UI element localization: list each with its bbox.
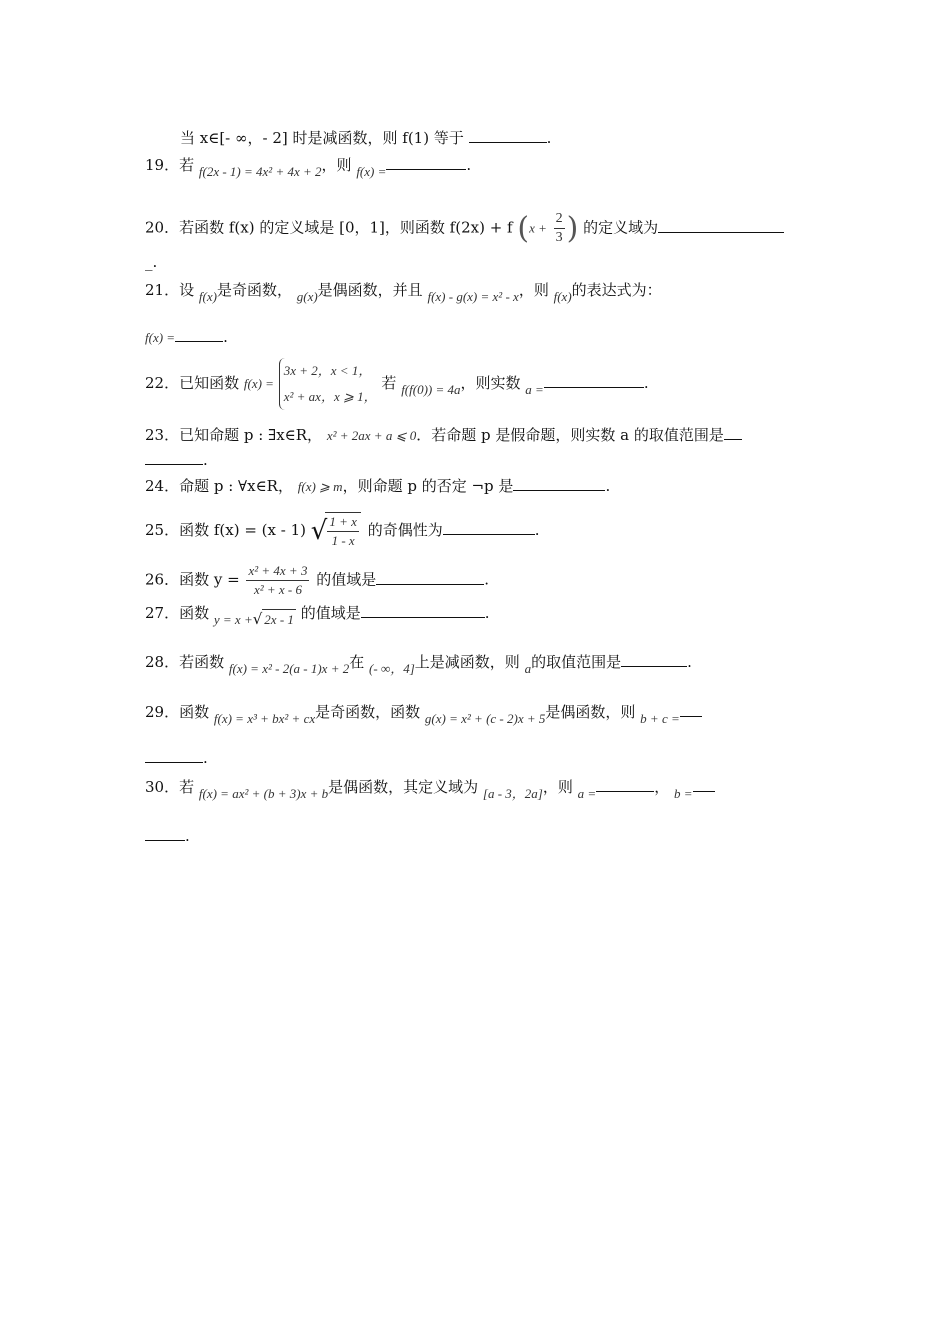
problem-24: 24．命题 p : ∀x∈R， f(x) ⩾ m，则命题 p 的否定 ¬p 是 .	[145, 477, 611, 495]
problem-30: 30．若 f(x) = ax² + (b + 3)x + b是偶函数，其定义域为 [a - 3，2a]，则 a = ， b =	[145, 777, 715, 798]
problem-18-continuation: 当 x∈[- ∞，- 2] 时是减函数，则 f(1) 等于 .	[180, 129, 552, 147]
formula: f(x) = x² - 2(a - 1)x + 2	[228, 661, 350, 676]
problem-number: 23．	[145, 426, 180, 444]
formula: f(x) - g(x) = x² - x	[427, 289, 519, 304]
problem-number: 21．	[145, 281, 180, 299]
formula: [a - 3，2a]	[482, 786, 543, 801]
answer-blank	[513, 476, 605, 491]
sqrt-sign: √	[310, 516, 328, 546]
answer-blank	[680, 702, 702, 717]
formula: a	[524, 661, 532, 676]
problem-21: 21．设 f(x)是奇函数， g(x)是偶函数，并且 f(x) - g(x) = x² - x，则 f(x)的表达式为：	[145, 281, 662, 304]
sqrt-sign: √	[252, 610, 263, 628]
formula: f(x) =	[243, 376, 274, 391]
problem-number: 24．	[145, 477, 180, 495]
line-text: 当 x∈[- ∞，- 2] 时是减函数，则 f(1) 等于	[180, 129, 464, 147]
problem-23-tail: .	[145, 450, 208, 470]
formula: f(x) =	[356, 164, 387, 179]
problem-26: 26．函数 y = $\frac{\text{x² + 4x + 3}}{\text{x² + x - 6}}$ 的值域是 .	[145, 563, 490, 597]
formula: f(x)	[553, 289, 572, 304]
problem-22: 22．已知函数 f(x) = 3x + 2，x < 1， x² + ax，x ⩾ 1， 若 f(f(0)) = 4a，则实数 a = .	[145, 358, 649, 410]
problem-number: 26．	[145, 570, 180, 589]
answer-blank	[544, 373, 644, 388]
formula: a =	[525, 382, 544, 397]
sqrt-radicand: 2x - 1	[262, 609, 296, 630]
formula: g(x) = x² + (c - 2)x + 5	[424, 711, 546, 726]
formula: f(x) =	[145, 330, 176, 345]
answer-blank	[175, 327, 223, 342]
problem-28: 28．若函数 f(x) = x² - 2(a - 1)x + 2在 (- ∞，4]上是减函数，则 a的取值范围是 .	[145, 653, 692, 676]
formula: f(x)	[198, 289, 217, 304]
answer-blank	[145, 450, 203, 465]
answer-blank	[693, 777, 715, 792]
answer-blank	[596, 777, 654, 792]
problem-19: 19．若 f(2x - 1) = 4x² + 4x + 2，则 f(x) = .	[145, 156, 472, 179]
answer-blank	[361, 603, 485, 618]
problem-20: 20．若函数 f(x) 的定义域是 [0，1]，则函数 f(2x) + f (x + $\frac{2}{3}$ ) 的定义域为	[145, 210, 784, 247]
fraction: $\frac{\text{x² + 4x + 3}}{\text{x² + x - 6}}$	[248, 563, 308, 597]
problem-25: 25．函数 f(x) = (x - 1) √ $\frac{1 + x}{1 - x}$ 的奇偶性为 .	[145, 514, 540, 548]
answer-blank	[469, 128, 547, 143]
problem-number: 22．	[145, 374, 180, 392]
formula: f(x) = x³ + bx² + cx	[213, 711, 316, 726]
formula: (- ∞，4]	[369, 661, 415, 676]
problem-number: 28．	[145, 653, 180, 671]
formula: b =	[674, 786, 693, 801]
answer-blank	[145, 826, 185, 841]
formula: f(x) = ax² + (b + 3)x + b	[198, 786, 329, 801]
problem-29: 29．函数 f(x) = x³ + bx² + cx是奇函数，函数 g(x) = x² + (c - 2)x + 5是偶函数，则 b + c =	[145, 702, 702, 723]
problem-number: 30．	[145, 778, 180, 796]
answer-blank	[658, 218, 784, 233]
problem-number: 20．	[145, 218, 180, 237]
problem-number: 29．	[145, 703, 180, 721]
formula: f(2x - 1) = 4x² + 4x + 2	[198, 164, 322, 179]
formula: x +	[529, 220, 547, 236]
formula: y = x +	[213, 612, 253, 627]
sqrt-fraction: $\frac{1 + x}{1 - x}$	[325, 512, 361, 550]
answer-blank	[376, 570, 484, 585]
problem-number: 25．	[145, 521, 180, 539]
formula: x² + 2ax + a ⩽ 0	[326, 428, 417, 443]
problem-27: 27．函数 y = x +√ 2x - 1 的值域是 .	[145, 604, 490, 628]
answer-blank	[621, 652, 687, 667]
answer-blank	[386, 155, 466, 170]
problem-20-tail: _.	[145, 253, 158, 271]
problem-23: 23．已知命题 p : ∃x∈R， x² + 2ax + a ⩽ 0．若命题 p 是假命题，则实数 a 的取值范围是	[145, 425, 742, 446]
answer-blank	[443, 520, 535, 535]
problem-21-answer-line: f(x) = .	[145, 328, 228, 346]
answer-blank	[145, 748, 203, 763]
formula: a =	[577, 786, 597, 801]
formula: f(f(0)) = 4a	[401, 382, 461, 397]
problem-number: 19．	[145, 156, 180, 174]
problem-30-tail: .	[145, 826, 190, 846]
formula: b + c =	[640, 711, 680, 726]
problem-number: 27．	[145, 604, 180, 622]
formula: g(x)	[296, 289, 318, 304]
problem-29-tail: .	[145, 748, 208, 768]
piecewise-cases: 3x + 2，x < 1， x² + ax，x ⩾ 1，	[279, 358, 377, 410]
answer-blank	[724, 425, 742, 440]
formula: f(x) ⩾ m	[297, 479, 343, 494]
fraction: $\frac{2}{3}$	[555, 211, 563, 245]
